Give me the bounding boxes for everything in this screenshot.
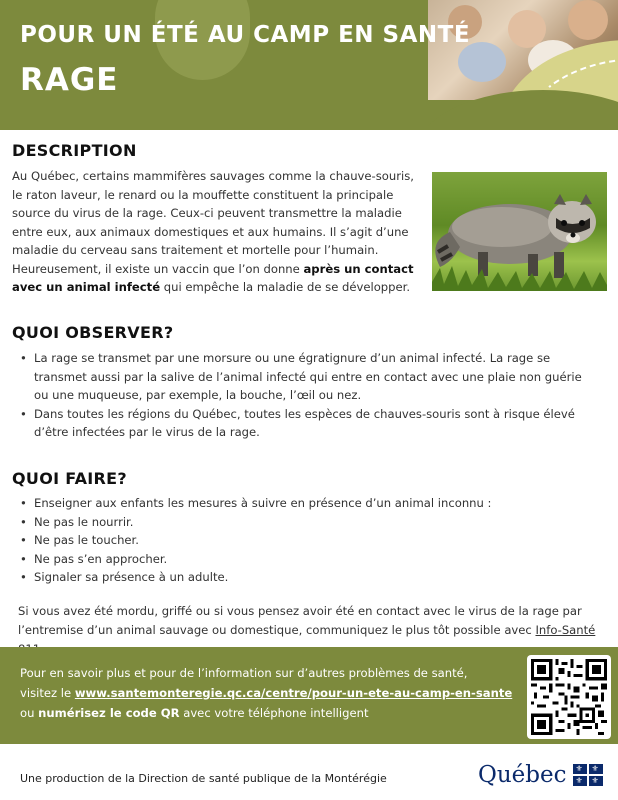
observer-heading: QUOI OBSERVER? xyxy=(12,323,174,342)
page-title: POUR UN ÉTÉ AU CAMP EN SANTÉ xyxy=(20,22,471,48)
list-item: • La rage se transmet par une morsure ou une égratignure d’un animal infecté. La rage se transmet aussi par la salive de l’animal infecté qui entre en contact avec une plaie non guérie ou une muqueuse, par exemple, la bouche, l’œil ou nez. xyxy=(20,349,595,405)
scan-qr-label: numérisez le code QR xyxy=(38,706,180,720)
info-band-text: Pour en savoir plus et pour de l’information sur d’autres problèmes de santé, visitez le www.santemonteregie.qc.ca/centre/pour-un-ete-au-camp-en-sante ou numérisez le code QR avec votre téléphone intelligent xyxy=(20,666,513,720)
website-link[interactable]: www.santemonteregie.qc.ca/centre/pour-un-ete-au-camp-en-sante xyxy=(74,686,513,700)
raccoon-photo xyxy=(432,172,607,291)
header-banner xyxy=(0,0,618,130)
description-text: Au Québec, certains mammifères sauvages comme la chauve-souris, le raton laveur, le renard ou la mouffette constituent la principale source du virus de la rage. Ceux-ci peuvent transmettre la maladie entre eux, aux animaux domestiques et aux humains. Il s’agit d’une maladie du cerveau sans traitement et mortelle pour l’humain. Heureusement, il existe un vaccin que l’on donne après un contact avec un animal infecté qui empêche la maladie de se développer. xyxy=(12,169,414,294)
qr-code[interactable] xyxy=(527,655,611,739)
info-sante-link[interactable]: Info-Santé xyxy=(535,623,596,637)
quebec-flag-icon: ⚜ ⚜ ⚜ ⚜ xyxy=(573,764,603,786)
description-heading: DESCRIPTION xyxy=(12,141,137,160)
faire-heading: QUOI FAIRE? xyxy=(12,469,127,488)
info-band xyxy=(0,647,618,744)
page-subtitle: RAGE xyxy=(20,62,119,98)
quebec-logo xyxy=(478,762,603,788)
faire-list xyxy=(20,494,595,587)
list-item: • Ne pas le toucher. xyxy=(20,531,595,550)
list-item: • Signaler sa présence à un adulte. xyxy=(20,568,595,587)
list-item: • Ne pas le nourrir. xyxy=(20,513,595,532)
list-item: • Dans toutes les régions du Québec, toutes les espèces de chauves-souris sont à risque élevé d’être infectées par le virus de la rage. xyxy=(20,405,595,442)
observer-list xyxy=(20,349,595,442)
list-item: • Ne pas s’en approcher. xyxy=(20,550,595,569)
quebec-wordmark: Québec xyxy=(478,762,567,788)
list-item: • Enseigner aux enfants les mesures à suivre en présence d’un animal inconnu : xyxy=(20,494,595,513)
closing-text: Si vous avez été mordu, griffé ou si vous pensez avoir été en contact avec le virus de la rage par l’entremise d’un animal sauvage ou domestique, communiquez le plus tôt possible avec Info-Santé xyxy=(18,602,608,659)
description-emphasis: après un contact avec un animal infecté xyxy=(12,261,414,294)
footer-credit: Une production de la Direction de santé publique de la Montérégie xyxy=(20,772,387,785)
